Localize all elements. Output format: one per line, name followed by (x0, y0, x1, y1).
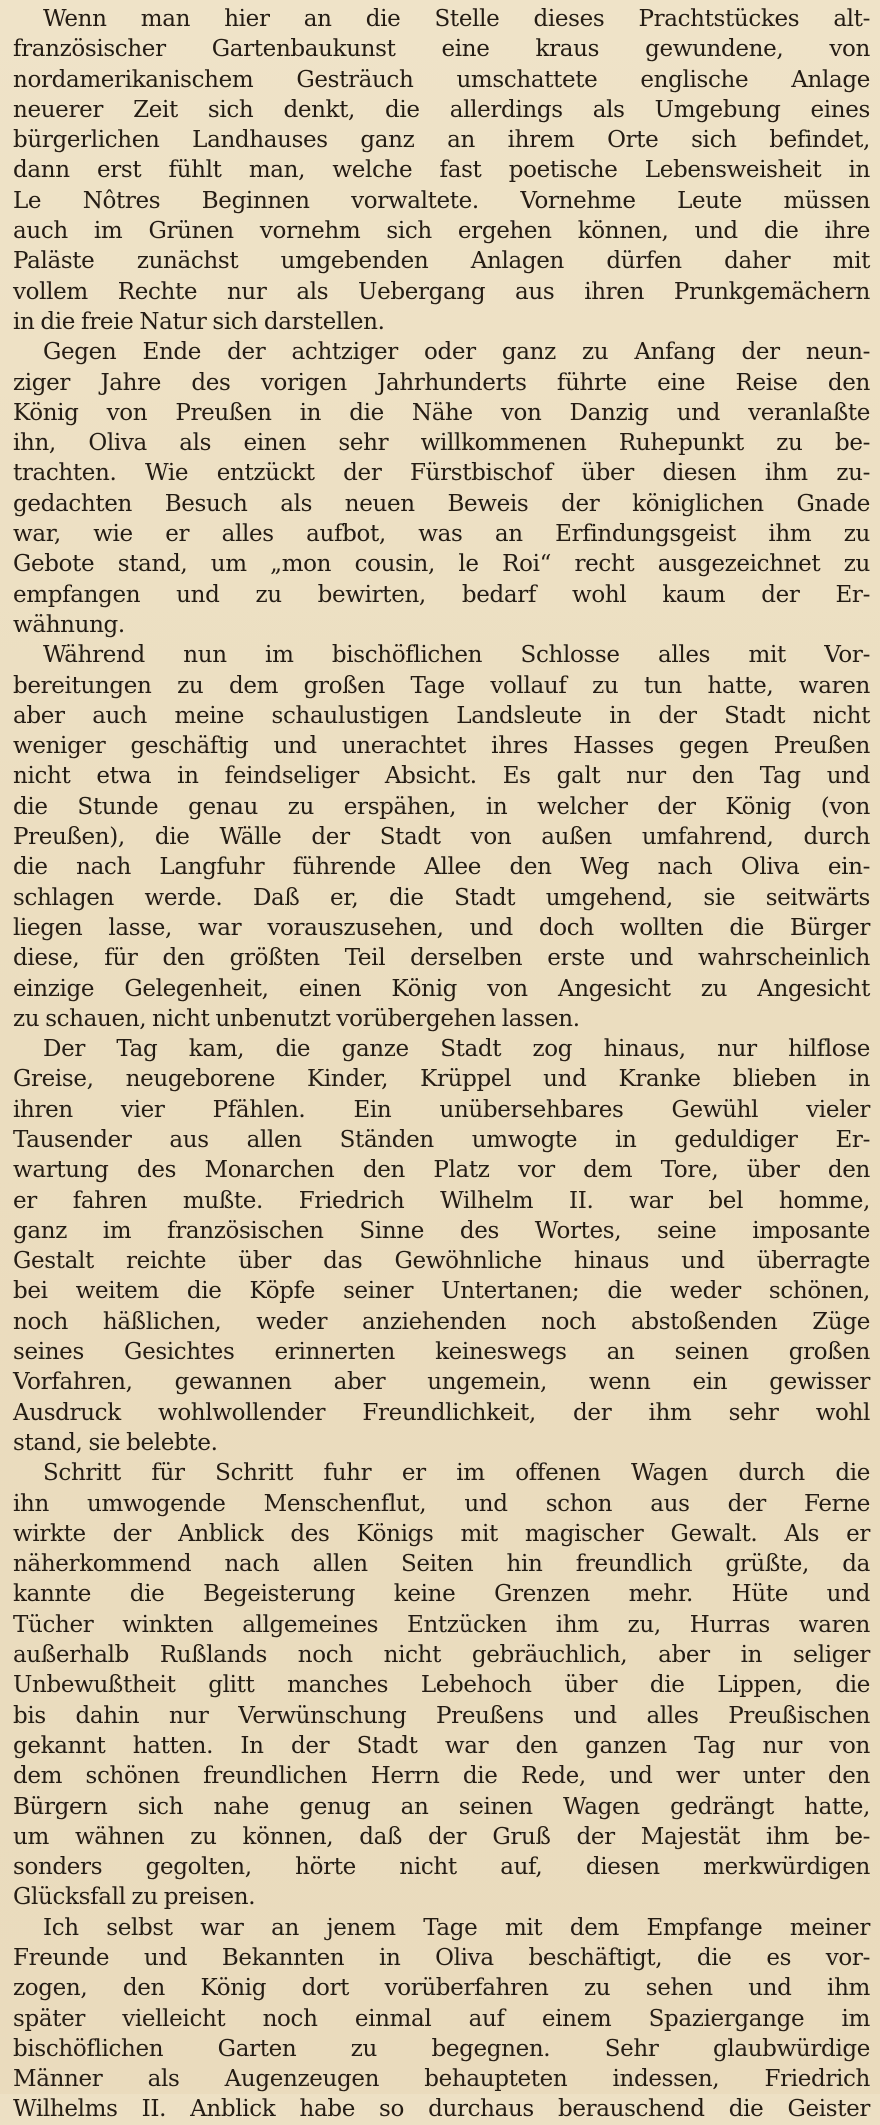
paragraph (13, 1034, 870, 1458)
text-line: stand, sie belebte. (13, 1429, 218, 1456)
text-line: Gebote stand, um „mon cousin, le Roi“ recht ausgezeichnet zu (13, 551, 870, 578)
paragraph (13, 4, 870, 337)
text-line: gedachten Besuch als neuen Beweis der königlichen Gnade (13, 490, 870, 517)
text-line: sonders gegolten, hörte nicht auf, diesen merkwürdigen (13, 1854, 870, 1881)
text-line: dann erst fühlt man, welche fast poetische Lebensweisheit in (13, 157, 870, 184)
text-line: Vorfahren, gewannen aber ungemein, wenn ein gewisser (13, 1369, 870, 1396)
text-line: auch im Grünen vornehm sich ergehen können, und die ihre (13, 218, 870, 245)
text-line: Wenn man hier an die Stelle dieses Prachtstückes alt- (43, 6, 870, 32)
text-line: nicht etwa in feindseliger Absicht. Es galt nur den Tag und (13, 763, 870, 790)
text-line: bei weitem die Köpfe seiner Untertanen; die weder schönen, (13, 1278, 870, 1305)
text-line: bereitungen zu dem großen Tage vollauf zu tun hatte, waren (13, 672, 870, 699)
text-line: bis dahin nur Verwünschung Preußens und alles Preußischen (13, 1702, 870, 1729)
text-line: Unbewußtheit glitt manches Lebehoch über die Lippen, die (13, 1672, 870, 1699)
text-line: kannte die Begeisterung keine Grenzen mehr. Hüte und (13, 1581, 870, 1608)
text-line: zu schauen, nicht unbenutzt vorübergehen lassen. (13, 1005, 580, 1032)
text-line: trachten. Wie entzückt der Fürstbischof über diesen ihm zu- (13, 460, 870, 487)
text-line: Preußen), die Wälle der Stadt von außen umfahrend, durch (13, 824, 870, 851)
text-line: die Stunde genau zu erspähen, in welcher der König (von (13, 793, 870, 820)
text-line: ziger Jahre des vorigen Jahrhunderts führte eine Reise den (13, 369, 870, 396)
text-line: ganz im französischen Sinne des Wortes, seine imposante (13, 1217, 870, 1244)
text-line: Freunde und Bekannten in Oliva beschäftigt, die es vor- (13, 1945, 870, 1971)
text-line: später vielleicht noch einmal auf einem Spaziergange im (13, 2005, 870, 2032)
text-line: er fahren mußte. Friedrich Wilhelm II. war bel homme, (13, 1187, 870, 1214)
text-line: Ausdruck wohlwollender Freundlichkeit, der ihm sehr wohl (13, 1399, 870, 1426)
text-line: Schritt für Schritt fuhr er im offenen Wagen durch die (43, 1460, 870, 1487)
text-line: Gegen Ende der achtziger oder ganz zu Anfang der neun- (43, 339, 870, 366)
text-line: nordamerikanischem Gesträuch umschattete englische Anlage (13, 66, 870, 93)
text-line: wähnung. (13, 611, 125, 638)
text-line: französischer Gartenbaukunst eine kraus gewundene, von (13, 36, 870, 63)
text-line: Tausender aus allen Ständen umwogte in geduldiger Er- (13, 1126, 870, 1153)
text-line: Paläste zunächst umgebenden Anlagen dürfen daher mit (13, 248, 870, 275)
text-line: noch häßlichen, weder anziehenden noch abstoßenden Züge (13, 1308, 870, 1335)
text-line: König von Preußen in die Nähe von Danzig und veranlaßte (13, 399, 870, 426)
text-line: wirkte der Anblick des Königs mit magischer Gewalt. Als er (13, 1520, 870, 1547)
text-line: näherkommend nach allen Seiten hin freundlich grüßte, da (13, 1551, 870, 1578)
text-line: Greise, neugeborene Kinder, Krüppel und Kranke blieben in (13, 1066, 870, 1093)
text-line: seines Gesichtes erinnerten keineswegs an seinen großen (13, 1339, 870, 1366)
text-line: ihren vier Pfählen. Ein unübersehbares Gewühl vieler (13, 1096, 870, 1123)
text-line: ihn umwogende Menschenflut, und schon aus der Ferne (13, 1490, 870, 1517)
text-line: Ich selbst war an jenem Tage mit dem Empfange meiner (43, 1914, 870, 1941)
text-line: Männer als Augenzeugen behaupteten indessen, Friedrich (13, 2066, 870, 2093)
text-line: in die freie Natur sich darstellen. (13, 308, 385, 335)
text-line: liegen lasse, war vorauszusehen, und doch wollten die Bürger (13, 914, 870, 941)
text-line: bischöflichen Garten zu begegnen. Sehr glaubwürdige (13, 2035, 870, 2062)
text-line: Le Nôtres Beginnen vorwaltete. Vornehme Leute müssen (13, 187, 870, 214)
text-line: dem schönen freundlichen Herrn die Rede, und wer unter den (13, 1763, 870, 1790)
text-line: zogen, den König dort vorüberfahren zu sehen und ihm (13, 1975, 870, 2002)
text-line: diese, für den größten Teil derselben erste und wahrscheinlich (13, 945, 870, 972)
text-line: einzige Gelegenheit, einen König von Angesicht zu Angesicht (13, 975, 870, 1002)
text-line: war, wie er alles aufbot, was an Erfindungsgeist ihm zu (13, 521, 870, 548)
text-line: Tücher winkten allgemeines Entzücken ihm zu, Hurras waren (13, 1611, 870, 1638)
text-line: bürgerlichen Landhauses ganz an ihrem Orte sich befindet, (13, 127, 870, 154)
paragraph (13, 337, 870, 640)
text-line: neuerer Zeit sich denkt, die allerdings als Umgebung eines (13, 96, 870, 123)
text-line: gekannt hatten. In der Stadt war den ganzen Tag nur von (13, 1732, 870, 1759)
text-line: Während nun im bischöflichen Schlosse alles mit Vor- (43, 642, 870, 669)
paragraph (13, 1458, 870, 1912)
text-line: Glücksfall zu preisen. (13, 1884, 256, 1911)
text-line: empfangen und zu bewirten, bedarf wohl kaum der Er- (13, 581, 870, 608)
text-line: Der Tag kam, die ganze Stadt zog hinaus, nur hilflose (43, 1036, 870, 1063)
text-line: die nach Langfuhr führende Allee den Weg nach Oliva ein- (13, 854, 870, 881)
text-line: Bürgern sich nahe genug an seinen Wagen gedrängt hatte, (13, 1793, 870, 1820)
text-line: ihn, Oliva als einen sehr willkommenen Ruhepunkt zu be- (13, 430, 870, 457)
text-line: außerhalb Rußlands noch nicht gebräuchlich, aber in seliger (13, 1642, 870, 1669)
paragraph (13, 1913, 870, 2125)
text-line: aber auch meine schaulustigen Landsleute in der Stadt nicht (13, 702, 870, 729)
text-line: weniger geschäftig und unerachtet ihres Hasses gegen Preußen (13, 733, 870, 760)
text-line: Wilhelms II. Anblick habe so durchaus berauschend die Geister (13, 2096, 870, 2123)
text-line: um wähnen zu können, daß der Gruß der Majestät ihm be- (13, 1823, 870, 1850)
text-line: vollem Rechte nur als Uebergang aus ihren Prunkgemächern (13, 278, 870, 305)
text-line: wartung des Monarchen den Platz vor dem Tore, über den (13, 1157, 870, 1184)
paragraph (13, 640, 870, 1034)
text-line: Gestalt reichte über das Gewöhnliche hinaus und überragte (13, 1248, 870, 1275)
article-text (13, 4, 870, 2125)
text-line: schlagen werde. Daß er, die Stadt umgehend, sie seitwärts (13, 884, 870, 911)
